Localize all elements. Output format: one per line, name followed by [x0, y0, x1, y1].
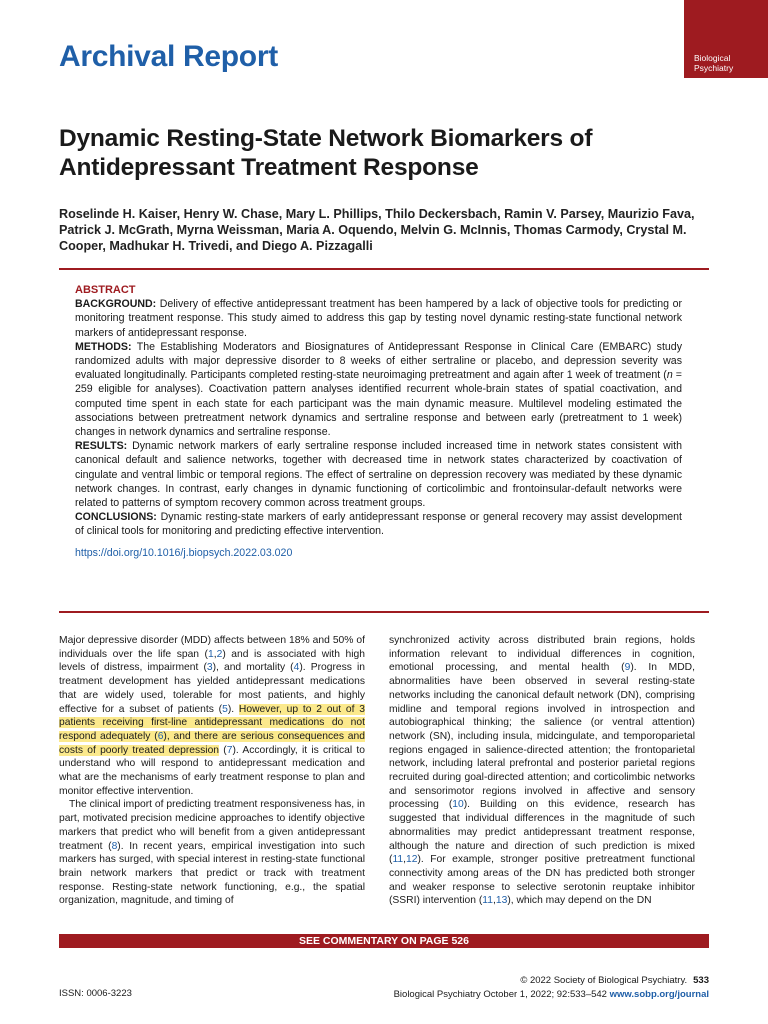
body-text: ). Building on this evidence, research has suggested that individual differences in the magnitude of such abnormalities may predict antidepressant treatment response, although the nature and direction of such prediction is mixed ( [389, 799, 695, 866]
background-text: Delivery of effective antidepressant treatment has been hampered by a lack of objective tools for predicting or monitoring treatment response. This study aimed to address this gap by testing novel dynamic resting-state functional network markers of antidepressant response. [75, 298, 682, 339]
body-paragraph [59, 634, 365, 798]
results-label: RESULTS: [75, 440, 128, 453]
citation-link[interactable]: 11 [392, 854, 404, 866]
journal-tab [684, 0, 768, 78]
conclusions-label: CONCLUSIONS: [75, 511, 157, 524]
article-title: Dynamic Resting-State Network Biomarkers of Antidepressant Treatment Response [59, 125, 593, 181]
citation-link[interactable]: 9 [624, 662, 631, 674]
body-text: ) and is associated with high levels of distress, impairment ( [59, 648, 366, 674]
section-label: Archival Report [59, 40, 278, 73]
citation-link[interactable]: 11 [482, 895, 493, 907]
journal-citation: Biological Psychiatry October 1, 2022; 92:533–542 [393, 989, 607, 1000]
body-text: ). In recent years, empirical investigation into such markers has surged, with special interest in resting-state functional brain network markers that predict or track with treatment response. Resting-state network functioning, e.g., the spatial organization, magnitude, and timing of [59, 840, 365, 907]
methods-text-b: = 259 eligible for analyses). Coactivation pattern analyses identified recurrent whole-brain states of spatial coactivation, and computed time spent in each state for each participant was the main dynamic measure. Multilevel modeling estimated the associations between pretreatment network dynamics and sertraline response and between early (pretreatment to 1 week) changes in network dynamics and sertraline response. [75, 369, 682, 439]
page-number: 533 [693, 975, 709, 986]
citation-link[interactable]: 3 [206, 662, 213, 674]
citation-link[interactable]: 5 [222, 703, 228, 715]
conclusions-text: Dynamic resting-state markers of early antidepressant response or general recovery may assist development of clinical tools for monitoring and predicting effective intervention. [75, 511, 682, 538]
citation-link[interactable]: 7 [226, 744, 233, 756]
highlight-text: However, up to 2 out of 3 patients receiving first-line antidepressant medications do not respond adequately ( [59, 703, 366, 742]
abstract-top-rule [59, 268, 709, 270]
body-text: , [213, 648, 217, 660]
journal-tab-line2: Psychiatry [694, 63, 734, 73]
abstract-background [75, 297, 682, 340]
citation-link[interactable]: 2 [216, 648, 223, 660]
body-column-right [389, 634, 695, 908]
citation-link[interactable]: 13 [495, 895, 508, 907]
methods-n: n [666, 369, 673, 382]
body-paragraph [59, 798, 365, 908]
footer-journal-line [394, 988, 709, 1002]
methods-label: METHODS: [75, 340, 132, 353]
footer-citation-block [394, 974, 709, 1002]
body-column-left [59, 634, 365, 908]
abstract-heading: ABSTRACT [75, 284, 136, 296]
citation-link[interactable]: 10 [452, 799, 464, 811]
body-text: ). [227, 703, 239, 715]
body-text: ( [219, 744, 227, 756]
citation-link[interactable]: 4 [293, 662, 300, 674]
abstract [75, 283, 682, 560]
body-text: , [403, 854, 407, 866]
body-text: The clinical import of predicting treatment responsiveness has, in part, motivated precision medicine approaches to identify objective markers that predict who will benefit from a given antidepressant treatment ( [59, 799, 365, 852]
doi-link[interactable]: https://doi.org/10.1016/j.biopsych.2022.03.020 [75, 546, 293, 559]
citation-link[interactable]: 6 [157, 730, 164, 742]
abstract-conclusions [75, 510, 682, 538]
background-label: BACKGROUND: [75, 298, 157, 311]
abstract-results [75, 439, 682, 510]
citation-link[interactable]: 12 [406, 854, 418, 866]
methods-text-a: The Establishing Moderators and Biosignatures of Antidepressant Response in Clinical Care (EMBARC) study randomized adults with major depressive disorder to 8 weeks of either sertraline or placebo, and depression severity was evaluated longitudinally. Participants completed resting-state neuroimaging pretreatment and again after 1 week of treatment ( [75, 340, 682, 382]
author-list: Roselinde H. Kaiser, Henry W. Chase, Mary L. Phillips, Thilo Deckersbach, Ramin V. Parsey, Maurizio Fava, Patrick J. McGrath, Myrna Weissman, Maria A. Oquendo, Melvin G. McInnis, Thomas Carmody, Crystal M. Cooper, Madhukar H. Trivedi, and Diego A. Pizzagalli [59, 207, 695, 253]
body-text: ), which may depend on the DN [507, 895, 652, 907]
issn: ISSN: 0006-3223 [59, 988, 132, 999]
citation-link[interactable]: 1 [207, 648, 214, 660]
abstract-methods [75, 340, 682, 439]
highlight-text: ), and there are serious consequences and costs of poorly treated depression [59, 730, 365, 756]
copyright-text: © 2022 Society of Biological Psychiatry. [520, 975, 688, 986]
body-paragraph [389, 634, 695, 908]
body-text: ). Progress in treatment development has yielded antidepressant medications that are widely used, tolerable for most patients, and highly effective for a subset of patients ( [59, 662, 365, 715]
footer-copyright-line [394, 974, 709, 988]
commentary-banner[interactable]: SEE COMMENTARY ON PAGE 526 [59, 934, 709, 948]
body-text: Major depressive disorder (MDD) affects between 18% and 50% of individuals over the life span ( [59, 635, 365, 660]
body-text: ). For example, stronger positive pretreatment functional connectivity among areas of the DN has predicted both stronger and weaker response to selective serotonin reuptake inhibitor (SSRI) intervention ( [389, 854, 695, 907]
body-text: , [492, 895, 496, 907]
journal-url-link[interactable]: www.sobp.org/journal [609, 989, 709, 1000]
body-text: ), and mortality ( [212, 662, 294, 674]
body-text: ). Accordingly, it is critical to understand who will respond to antidepressant medication and what are the mechanisms of early treatment response to plan and monitor effective intervention. [59, 744, 365, 797]
results-text: Dynamic network markers of early sertraline response included increased time in network states consistent with canonical default and salience networks, together with decreased time in network states characterized by coactivation of cingulate and ventral limbic or temporal regions. The effect of sertraline on depression recovery was mediated by these dynamic network changes. In contrast, early changes in dynamic functioning of corticolimbic and frontoinsular-default networks were related to patterns of symptom recovery common across treatment groups. [75, 440, 682, 510]
body-text: ). In MDD, abnormalities have been observed in several resting-state networks including the canonical default network (DN), comprising midline and temporal regions involved in introspection and autobiographical thinking; the salience (or ventral attention) network (SN), including insula, midcingulate, and temporoparietal regions engaged in salience-directed attention; the frontoparietal network, including lateral prefrontal and posterior parietal regions recruited during goal-directed attention; and corticolimbic networks and sensorimotor regions involved in affective and sensory processing ( [389, 662, 695, 811]
body-text: synchronized activity across distributed brain regions, holds information relevant to individual differences in cognition, emotional processing, and mental health ( [389, 635, 695, 674]
citation-link[interactable]: 8 [111, 840, 118, 852]
abstract-bottom-rule [59, 611, 709, 613]
journal-tab-line1: Biological [694, 53, 731, 63]
